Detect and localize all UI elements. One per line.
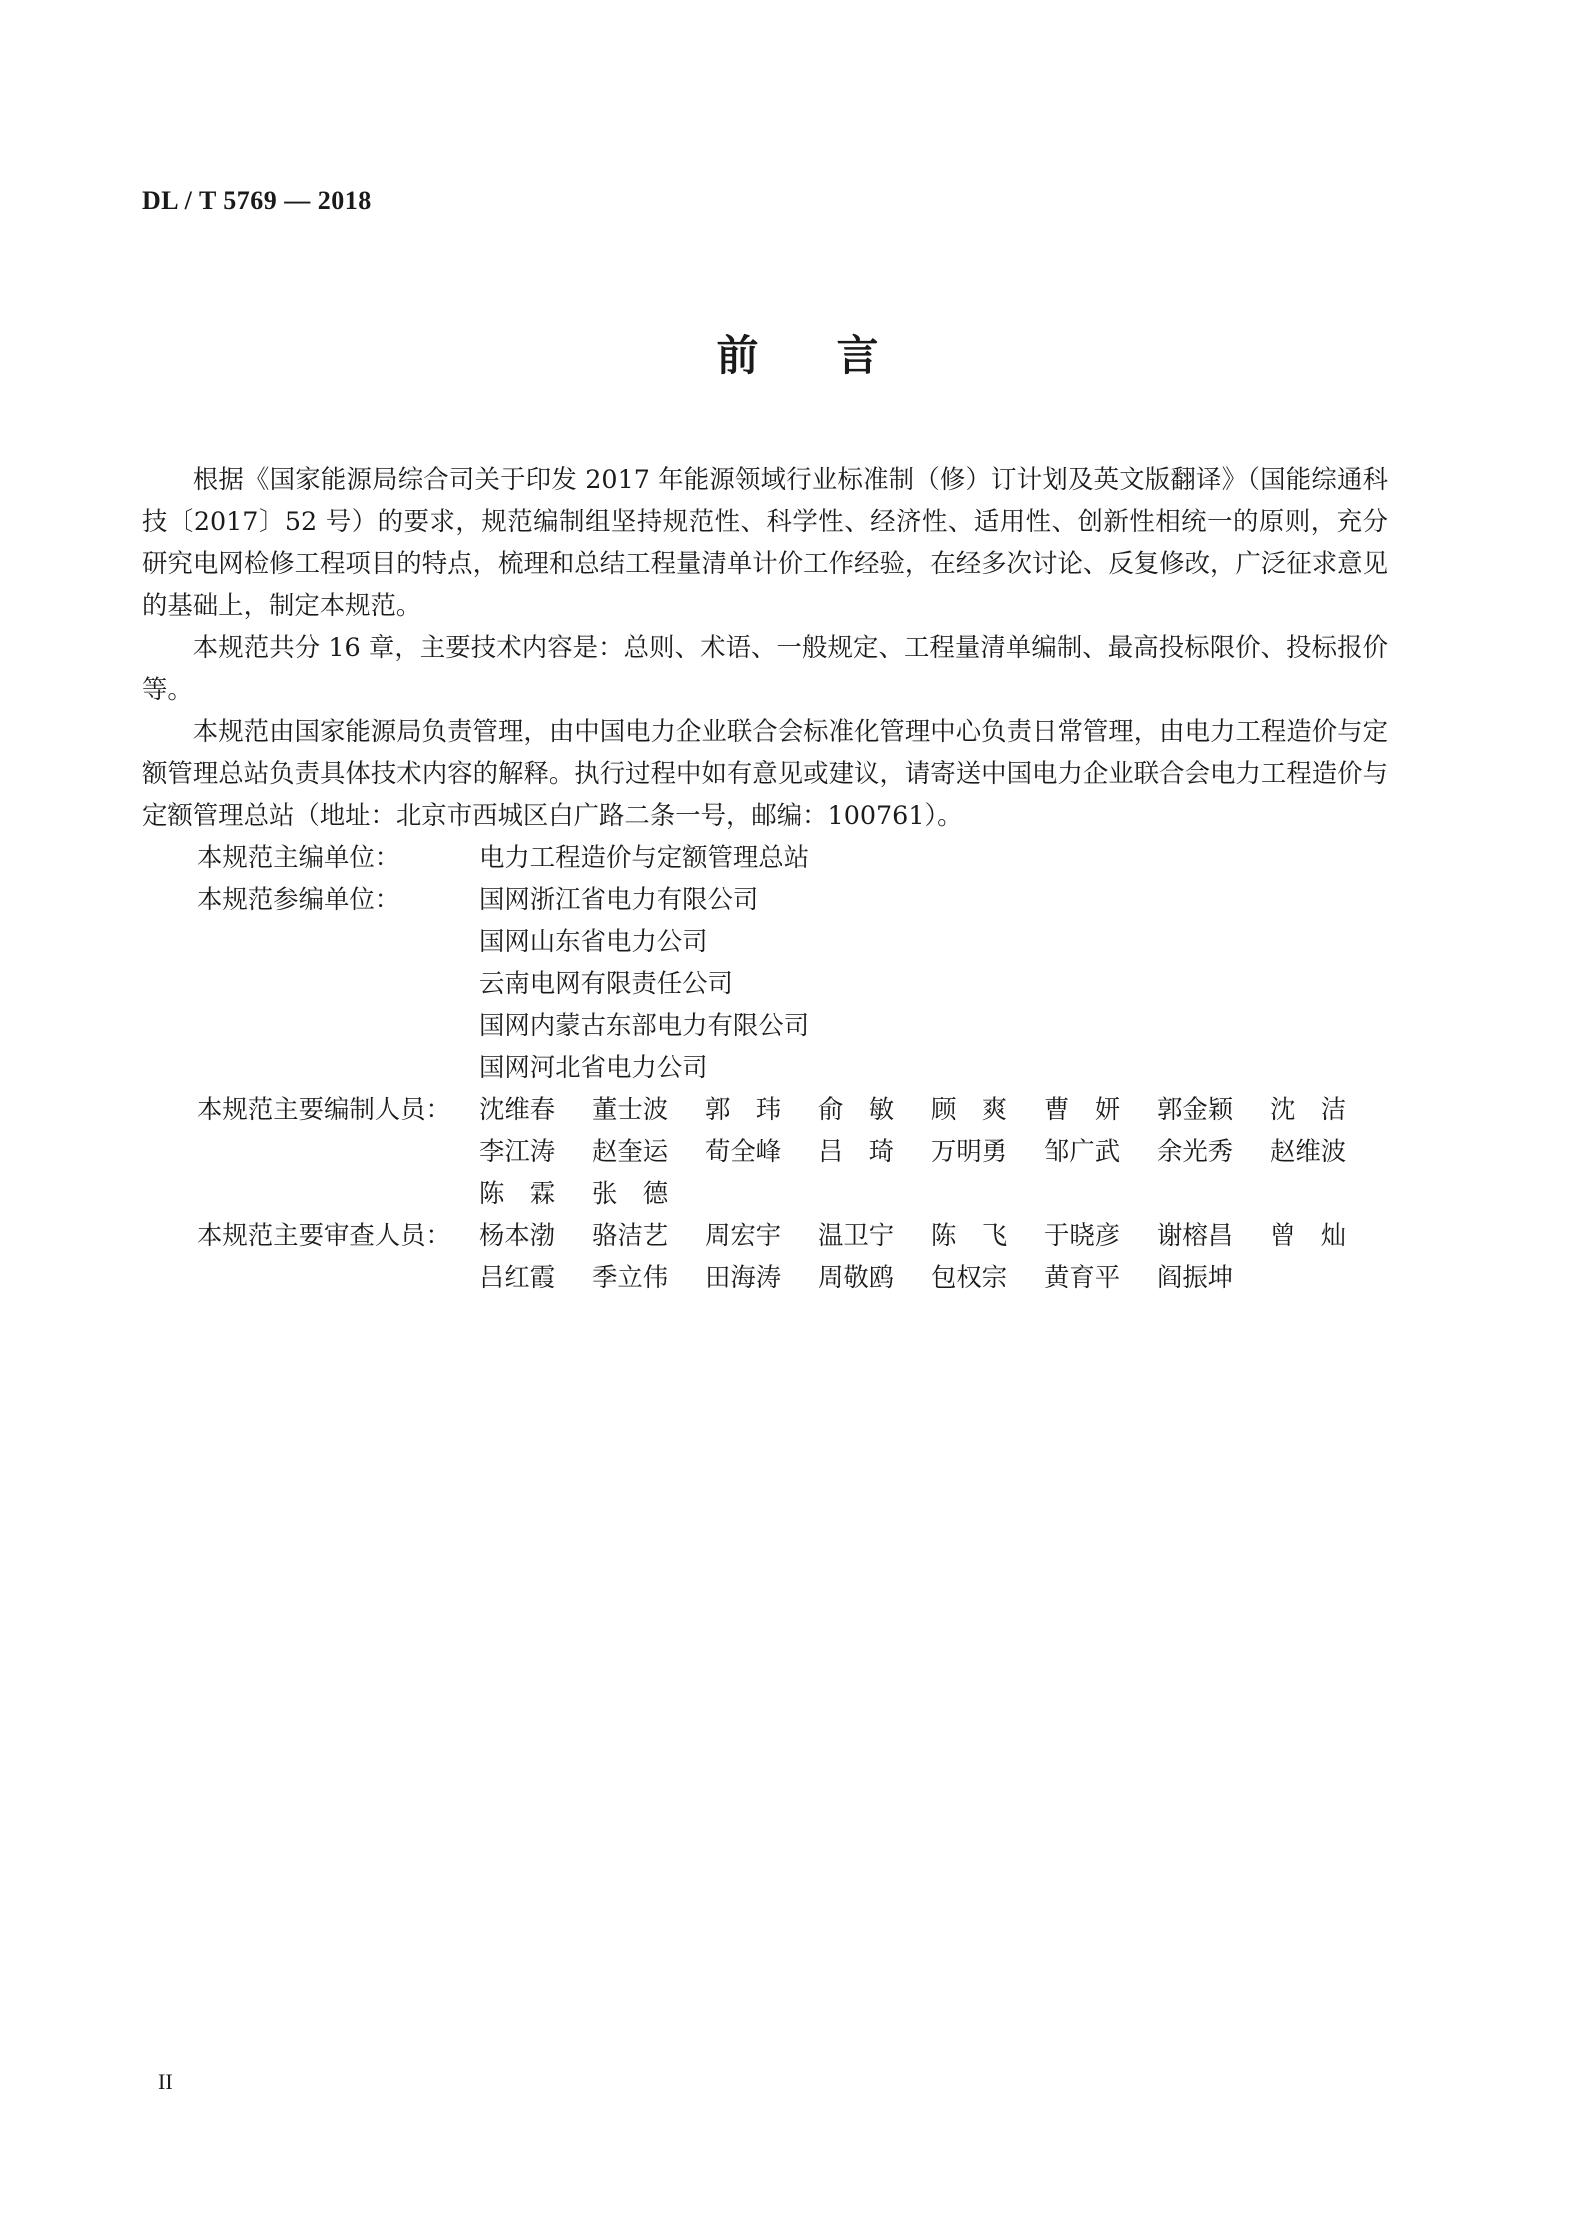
drafter-name: 李江涛 xyxy=(479,1136,556,1166)
drafter-name: 万明勇 xyxy=(931,1136,1008,1166)
reviewer-name: 田海涛 xyxy=(705,1262,782,1292)
participating-units-row xyxy=(142,878,1388,1088)
drafter-name: 荀全峰 xyxy=(705,1136,782,1166)
reviewer-name: 黄育平 xyxy=(1044,1262,1121,1292)
participating-unit: 国网内蒙古东部电力有限公司 xyxy=(479,1010,810,1040)
drafter-name: 沈 洁 xyxy=(1270,1094,1347,1124)
drafter-name: 曹 妍 xyxy=(1044,1094,1121,1124)
drafter-name: 郭 玮 xyxy=(705,1094,782,1124)
drafter-name: 余光秀 xyxy=(1157,1136,1234,1166)
reviewer-name: 谢榕昌 xyxy=(1157,1220,1234,1250)
participating-unit: 云南电网有限责任公司 xyxy=(479,968,733,998)
reviewer-name: 陈 飞 xyxy=(931,1220,1008,1250)
reviewer-name: 于晓彦 xyxy=(1044,1220,1121,1250)
drafter-name: 吕 琦 xyxy=(818,1136,895,1166)
page-number: II xyxy=(158,2069,173,2094)
reviewer-name: 包权宗 xyxy=(931,1262,1008,1292)
page-title: 前言 xyxy=(716,331,957,380)
participating-unit: 国网浙江省电力有限公司 xyxy=(479,884,759,914)
drafters-label: 本规范主要编制人员： xyxy=(197,1094,451,1124)
reviewer-name: 杨本渤 xyxy=(479,1220,556,1250)
participating-units-list xyxy=(479,878,1388,1088)
drafter-name: 陈 霖 xyxy=(479,1178,556,1208)
drafter-name: 赵维波 xyxy=(1270,1136,1347,1166)
paragraph-contents: 本规范共分 16 章，主要技术内容是：总则、术语、一般规定、工程量清单编制、最高投标限价、投标报价等。 xyxy=(142,632,1388,704)
drafter-name: 俞 敏 xyxy=(818,1094,895,1124)
drafter-name: 张 德 xyxy=(592,1178,669,1208)
chief-unit-row xyxy=(142,836,1388,878)
paragraph-management: 本规范由国家能源局负责管理，由中国电力企业联合会标准化管理中心负责日常管理，由电力工程造价与定额管理总站负责具体技术内容的解释。执行过程中如有意见或建议，请寄送中国电力企业联合会电力工程造价与定额管理总站（地址：北京市西城区白广路二条一号，邮编：100761）。 xyxy=(142,716,1388,830)
reviewers-row xyxy=(142,1214,1388,1298)
standard-code: DL / T 5769 — 2018 xyxy=(142,186,372,215)
paragraph-basis: 根据《国家能源局综合司关于印发 2017 年能源领域行业标准制（修）订计划及英文版翻译》（国能综通科技〔2017〕52 号）的要求，规范编制组坚持规范性、科学性、经济性、适用性、创新性相统一的原则，充分研究电网检修工程项目的特点，梳理和总结工程量清单计价工作经验，在经多次讨论、反复修改，广泛征求意见的基础上，制定本规范。 xyxy=(142,464,1388,620)
reviewer-name: 曾 灿 xyxy=(1270,1220,1347,1250)
participating-units-label: 本规范参编单位： xyxy=(197,884,401,914)
drafter-name: 郭金颖 xyxy=(1157,1094,1234,1124)
chief-unit-value: 电力工程造价与定额管理总站 xyxy=(479,842,810,872)
reviewer-name: 温卫宁 xyxy=(818,1220,895,1250)
chief-unit-label: 本规范主编单位： xyxy=(197,842,401,872)
reviewer-name: 阎振坤 xyxy=(1157,1262,1234,1292)
reviewers-label: 本规范主要审查人员： xyxy=(197,1220,451,1250)
preface-body xyxy=(142,458,1388,1298)
participating-unit: 国网山东省电力公司 xyxy=(479,926,708,956)
reviewers-list xyxy=(479,1214,1388,1298)
drafter-name: 沈维春 xyxy=(479,1094,556,1124)
reviewer-name: 周宏宇 xyxy=(705,1220,782,1250)
reviewer-name: 吕红霞 xyxy=(479,1262,556,1292)
drafter-name: 邹广武 xyxy=(1044,1136,1121,1166)
reviewer-name: 骆洁艺 xyxy=(592,1220,669,1250)
drafters-row xyxy=(142,1088,1388,1214)
reviewer-name: 季立伟 xyxy=(592,1262,669,1292)
drafter-name: 顾 爽 xyxy=(931,1094,1008,1124)
reviewer-name: 周敬鸥 xyxy=(818,1262,895,1292)
drafters-list xyxy=(479,1088,1388,1214)
participating-unit: 国网河北省电力公司 xyxy=(479,1052,708,1082)
drafter-name: 赵奎运 xyxy=(592,1136,669,1166)
drafter-name: 董士波 xyxy=(592,1094,669,1124)
